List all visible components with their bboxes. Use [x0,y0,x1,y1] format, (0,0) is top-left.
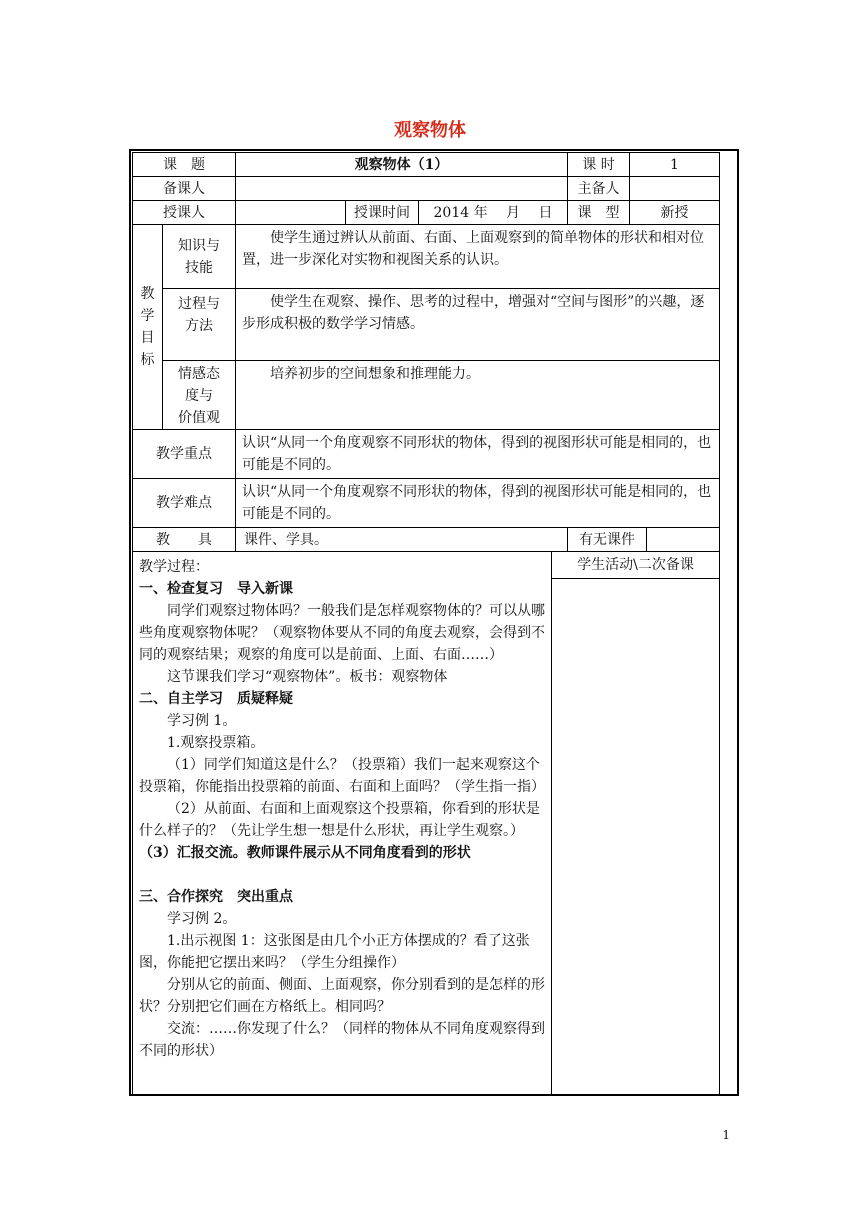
goal-text: 使学生在观察、操作、思考的过程中，增强对“空间与图形”的兴趣，逐步形成积极的数学学习情感。 [242,294,705,332]
label-line: 知识与 [178,238,220,254]
label-line: 过程与 [178,296,220,312]
teacher-label: 授课人 [133,201,236,225]
section-3-paragraph: 学习例 2。 [167,911,237,927]
goal-text: 培养初步的空间想象和推理能力。 [270,366,480,382]
student-activity-heading: 学生活动\二次备课 [552,552,719,579]
section-2-paragraph: （2）从前面、右面和上面观察这个投票箱，你看到的形状是什么样子的？（先让学生想一想是什么形状，再让学生观察。） [139,801,540,839]
teach-time-label: 授课时间 [346,201,419,225]
lead-preparer-value [630,177,720,201]
document-title: 观察物体 [394,120,466,141]
preparer-label: 备课人 [133,177,236,201]
knowledge-skills-text [236,225,720,289]
difficulty-text: 认识“从同一个角度观察不同形状的物体，得到的视图形状可能是相同的，也可能是不同的。 [236,479,720,528]
process-method-text [236,289,720,361]
section-3-paragraph: 1.出示视图 1：这张图是由几个小正方体摆成的？看了这张图，你能把它摆出来吗？（学生分组操作） [139,933,530,971]
period-value: 1 [630,153,720,177]
attitude-values-text [236,361,720,430]
goal-text: 使学生通过辨认从前面、右面、上面观察到的简单物体的形状和相对位置，进一步深化对实物和视图关系的认识。 [242,230,704,268]
key-point-label: 教学重点 [133,430,236,479]
courseware-label: 有无课件 [568,528,647,552]
goals-char: 教 [140,286,155,302]
label-line: 方法 [185,318,213,334]
label-line: 技能 [185,260,213,276]
preparer-value [236,177,568,201]
section-2-paragraph: （1）同学们知道这是什么？（投票箱）我们一起来观察这个投票箱，你能指出投票箱的前面、右面和上面吗？（学生指一指） [139,757,545,795]
process-heading: 教学过程： [139,559,209,575]
period-label: 课 时 [568,153,630,177]
teaching-tools-label: 教 具 [133,528,236,552]
section-3-title: 三、合作探究 突出重点 [139,889,293,905]
teach-time-value: 2014 年 月 日 [419,201,568,225]
topic-value: 观察物体（1） [236,153,568,177]
teaching-goals-label [133,225,163,430]
section-3-paragraph: 分别从它的前面、侧面、上面观察，你分别看到的是怎样的形状？分别把它们画在方格纸上。相同吗？ [139,977,545,1015]
student-activity-column [552,552,720,1096]
section-2-paragraph: 学习例 1。 [167,713,237,729]
key-point-text: 认识“从同一个角度观察不同形状的物体，得到的视图形状可能是相同的，也可能是不同的。 [236,430,720,479]
section-1-paragraph: 同学们观察过物体吗？一般我们是怎样观察物体的？可以从哪些角度观察物体呢？（观察物体要从不同的角度去观察，会得到不同的观察结果；观察的角度可以是前面、上面、右面……） [139,603,545,663]
section-1-paragraph: 这节课我们学习“观察物体”。板书：观察物体 [167,669,448,685]
label-line: 价值观 [178,410,220,426]
spacer [139,864,545,886]
goals-char: 目 [140,330,155,346]
goals-char: 学 [140,308,155,324]
lead-preparer-label: 主备人 [568,177,630,201]
knowledge-skills-label [163,225,236,289]
section-2-paragraph: 1.观察投票箱。 [167,735,265,751]
difficulty-label: 教学难点 [133,479,236,528]
page-number: 1 [722,1128,730,1142]
label-line: 度与 [185,388,213,404]
section-3-paragraph: 交流：……你发现了什么？（同样的物体从不同角度观察得到不同的形状） [139,1021,545,1059]
courseware-value [647,528,720,552]
teaching-tools-value: 课件、学具。 [236,528,568,552]
topic-label: 课 题 [133,153,236,177]
process-method-label [163,289,236,361]
attitude-values-label [163,361,236,430]
goals-char: 标 [140,352,155,368]
section-1-title: 一、检查复习 导入新课 [139,581,293,597]
lesson-type-label: 课 型 [568,201,630,225]
teacher-value [236,201,346,225]
lesson-plan-table [132,152,720,1096]
teaching-process [133,552,552,1096]
section-2-paragraph-bold: （3）汇报交流。教师课件展示从不同角度看到的形状 [139,845,471,861]
lesson-type-value: 新授 [630,201,720,225]
section-2-title: 二、自主学习 质疑释疑 [139,691,293,707]
label-line: 情感态 [178,366,220,382]
